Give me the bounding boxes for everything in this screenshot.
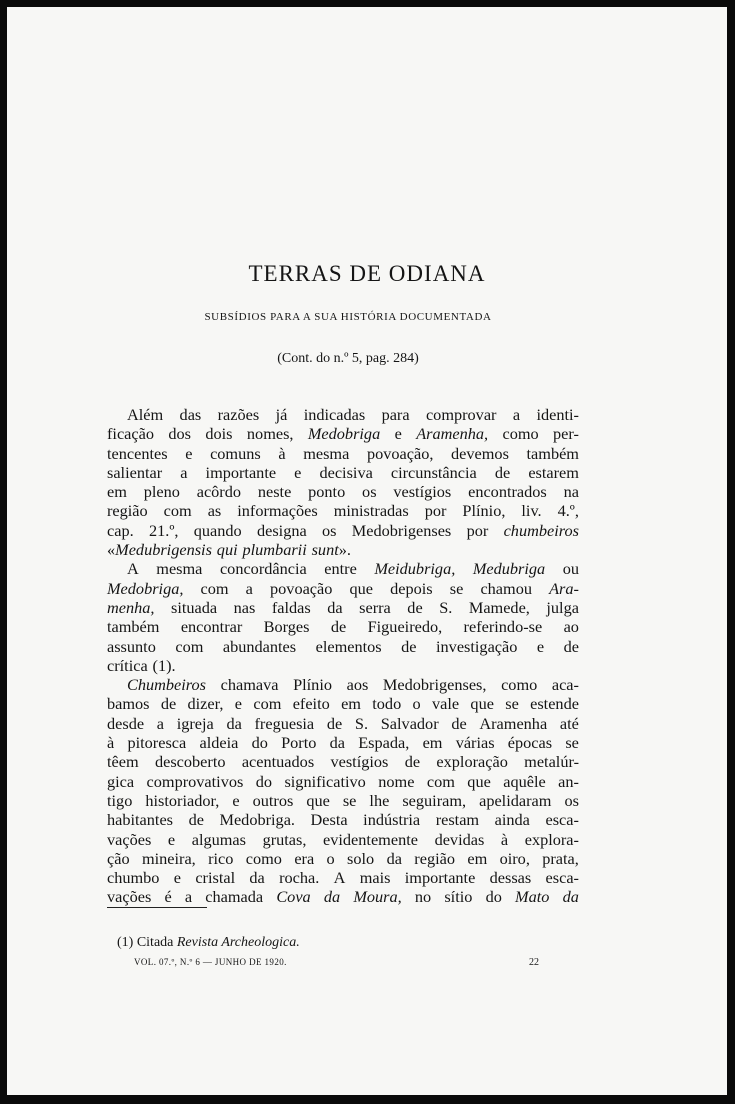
word: rocha. [279,868,320,888]
word: vações [107,887,152,907]
word: do [255,771,273,791]
word: que [467,771,491,791]
word: Além [127,405,164,424]
text-line [107,617,579,636]
word: de [401,636,417,656]
text-line [107,752,579,771]
word: Chumbeiros [127,675,206,695]
text-line [107,501,579,520]
word: a [184,887,193,907]
word: chumbo [107,868,160,888]
word: região [414,848,455,868]
word: com [426,771,455,791]
footnote [117,935,300,951]
article-title: TERRAS DE ODIANA [248,261,486,286]
word: Medobrigenses [351,520,452,540]
word: que [349,578,374,598]
word: também [526,443,579,463]
text-line [107,830,579,849]
word: ao [563,617,579,637]
word: o [326,848,335,868]
word: e [294,462,302,482]
word: Borges [263,617,310,637]
word: abundantes [222,636,297,656]
word: mais [359,868,391,888]
word: comuns [210,443,261,463]
word: à [278,443,286,463]
word: circunstância [390,462,477,482]
word: de [404,752,421,772]
word: cristal [195,868,236,888]
word: com [200,578,229,598]
word: Medobriga [307,424,381,444]
word: S. [439,597,453,617]
word: chamava [220,675,279,695]
word: significativo [284,771,366,791]
word: A [333,868,346,888]
word: situada [171,597,218,617]
word: ainda [494,810,530,830]
word: aos [346,675,369,695]
word: e [167,829,176,849]
word: Aramenha, [416,424,489,444]
word: como [502,424,539,444]
text-line [107,424,579,443]
text-line [107,772,579,791]
word: liv. [521,501,542,521]
text-line [107,444,579,463]
word: 21.º, [148,520,179,540]
word: salientar [107,462,163,482]
word: Moura, [353,887,402,907]
word: devemos [451,443,509,463]
word: solo [347,848,375,868]
word: estende [530,694,579,714]
word: oiro, [499,848,530,868]
word: mesma [156,559,203,579]
text-line [107,579,579,598]
word: da [323,887,341,907]
word: entre [324,559,357,579]
document-page [7,7,727,1095]
word: se [565,733,579,753]
word: 4.º, [557,501,579,521]
word: em [107,482,127,502]
word: com [253,694,282,714]
word: vale [431,694,460,714]
text-line [107,656,579,675]
word: da [562,887,579,907]
word: todo [372,694,402,714]
article-subtitle: SUBSÍDIOS PARA A SUA HISTÓRIA DOCUMENTADA [204,311,492,323]
text-line [107,810,579,829]
word: Cova [276,887,311,907]
text-line [107,405,579,424]
word: menha, [107,597,155,617]
word: o [412,694,421,714]
word: Meidubriga, [374,559,456,579]
word: Salvador [380,713,439,733]
word: por [424,501,447,521]
word: se [449,578,464,598]
word: dois [205,424,233,444]
word: faldas [271,597,311,617]
word: grutas, [262,829,307,849]
word: a [245,578,253,598]
word: S. [354,713,369,733]
word: igreja [176,713,214,733]
word: restam [435,810,480,830]
word: devidas [434,829,485,849]
word: ministradas [333,501,409,521]
word: do [485,887,502,907]
text-line [107,868,579,887]
word: desde [107,713,145,733]
word: dos [168,424,191,444]
word: com [163,501,192,521]
word: outros [252,790,294,810]
word: região [107,501,148,521]
volume-info: VOL. 07.º, N.º 6 — JUNHO DE 1920. [134,957,287,967]
text-line [107,791,579,810]
word: e [394,424,402,444]
word: esca- [545,810,579,830]
word: têem [107,752,139,772]
word: sunt». [311,540,351,560]
word: apelidaram [479,790,552,810]
word: mineira, [141,848,196,868]
word: até [559,713,579,733]
word: povoação [270,578,333,598]
word: rico [208,848,234,868]
word: comprovativos [146,771,244,791]
word: de [451,713,467,733]
word: depois [390,578,433,598]
word: sítio [444,887,473,907]
word: da [226,713,242,733]
word: dessas [489,868,532,888]
word: como [501,675,538,695]
word: chamou [480,578,532,598]
continuation-note: (Cont. do n.º 5, pag. 284) [277,351,419,366]
word: identi- [536,405,579,424]
word: exploração [436,752,508,772]
text-line [107,675,579,694]
word: julga [546,597,579,617]
word: que [470,694,494,714]
word: assunto [107,636,156,656]
text-line [107,637,579,656]
word: Plínio, [462,501,506,521]
word: Aramenha [479,713,548,733]
text-line [107,598,579,617]
word: que [306,790,330,810]
word: das [179,405,202,424]
word: freguesia [254,713,315,733]
word: pitoresca [127,733,187,753]
text-line [107,521,579,540]
word: explora- [524,829,579,849]
word: os [322,520,337,540]
word: Mamede, [468,597,530,617]
word: crítica [107,655,148,675]
word: épocas [507,733,553,753]
word: qui [216,540,238,560]
word: acentuados [241,752,315,772]
word: nomes, [246,424,294,444]
word: a [180,462,188,482]
word: razões [217,405,260,424]
word: decisiva [319,462,373,482]
word: estarem [528,462,579,482]
word: em [467,848,488,868]
word: importante [205,462,277,482]
word: já [275,405,288,424]
word: gica [107,771,135,791]
word: cap. [107,520,134,540]
word: e [234,694,243,714]
word: referindo-se [463,617,543,637]
word: de [494,462,511,482]
word: de [188,810,204,830]
word: na [563,482,579,502]
word: evidentemente [323,829,418,849]
word: Espada, [358,733,410,753]
word: investigação [436,636,518,656]
word: per- [553,424,579,444]
text-line [107,733,579,752]
word: com [175,636,204,656]
word: e [536,636,545,656]
word: vestígios [393,482,452,502]
word: Mato [515,887,550,907]
word: aca- [551,675,579,695]
word: era [294,848,315,868]
word: de [407,597,423,617]
word: pleno [143,482,180,502]
word: de [330,617,347,637]
word: Figueiredo, [367,617,443,637]
word: os [362,482,377,502]
word: historiador, [145,790,220,810]
word: também [107,617,160,637]
page-number: 22 [529,957,539,968]
word: ção [107,848,130,868]
word: à [500,829,509,849]
text-line [107,540,579,559]
footnote-marker: (1) Citada [117,935,177,950]
word: da [327,597,343,617]
word: a [156,713,164,733]
word: algumas [191,829,246,849]
text-line [107,463,579,482]
word: ou [562,559,579,579]
text-line [107,694,579,713]
word: habitantes [107,810,174,830]
word: Medobriga, [107,578,184,598]
word: Ara- [549,578,579,598]
word: povoação, [366,443,434,463]
word: comprovar [425,405,497,424]
word: tencentes [107,443,168,463]
word: se [505,694,519,714]
word: de [326,713,343,733]
word: «Medubrigensis [107,540,212,560]
word: serra [359,597,391,617]
word: acôrdo [196,482,242,502]
word: indicadas [303,405,366,424]
footnote-source: Revista Archeologica. [176,935,300,950]
text-line [107,482,579,501]
word: (1). [152,655,176,675]
word: várias [455,733,495,753]
word: para [381,405,410,424]
word: elementos [315,636,382,656]
footnote-divider [107,907,207,908]
word: e [232,790,240,810]
word: os [564,790,579,810]
text-line [107,714,579,733]
word: quando [193,520,242,540]
word: encontrados [468,482,547,502]
word: Medobriga. [219,810,295,830]
text-line [107,559,579,578]
word: concordância [219,559,307,579]
word: e [173,868,181,888]
word: em [341,694,361,714]
word: metalúr- [524,752,579,772]
word: no [414,887,432,907]
word: nome [378,771,415,791]
word: da [329,733,345,753]
word: como [245,848,282,868]
word: descoberto [154,752,226,772]
word: Medubriga [472,559,546,579]
word: vestígios [330,752,389,772]
word: dizer, [187,694,224,714]
word: importante [404,868,476,888]
text-line [107,887,579,906]
word: ficação [107,424,154,444]
word: e [185,443,193,463]
word: se [342,790,357,810]
word: Desta [310,810,348,830]
article-body [107,405,579,907]
word: esca- [545,868,579,888]
word: Porto [281,733,317,753]
word: Plínio [293,675,332,695]
word: chumbeiros [503,520,579,540]
word: nas [233,597,256,617]
word: encontrar [180,617,243,637]
word: informações [237,501,318,521]
word: a [512,405,521,424]
word: da [249,868,265,888]
word: por [466,520,489,540]
word: an- [558,771,579,791]
word: Medobrigenses, [382,675,487,695]
word: é [164,887,172,907]
word: lhe [369,790,390,810]
word: aldeia [199,733,239,753]
word: designa [256,520,307,540]
word: à [107,733,115,753]
word: da [386,848,402,868]
word: de [160,694,177,714]
word: as [207,501,222,521]
word: de [563,636,579,656]
word: do [251,733,268,753]
word: neste [257,482,292,502]
text-line [107,849,579,868]
word: mesma [303,443,350,463]
word: A [127,559,139,579]
word: ponto [308,482,346,502]
word: bamos [107,694,150,714]
word: chamada [205,887,264,907]
word: seguiram, [402,790,467,810]
word: indústria [363,810,421,830]
word: plumbarii [242,540,307,560]
word: em [422,733,443,753]
word: tigo [107,790,133,810]
word: vações [107,829,152,849]
word: efeito [292,694,330,714]
word: prata, [542,848,579,868]
word: aquêle [503,771,546,791]
